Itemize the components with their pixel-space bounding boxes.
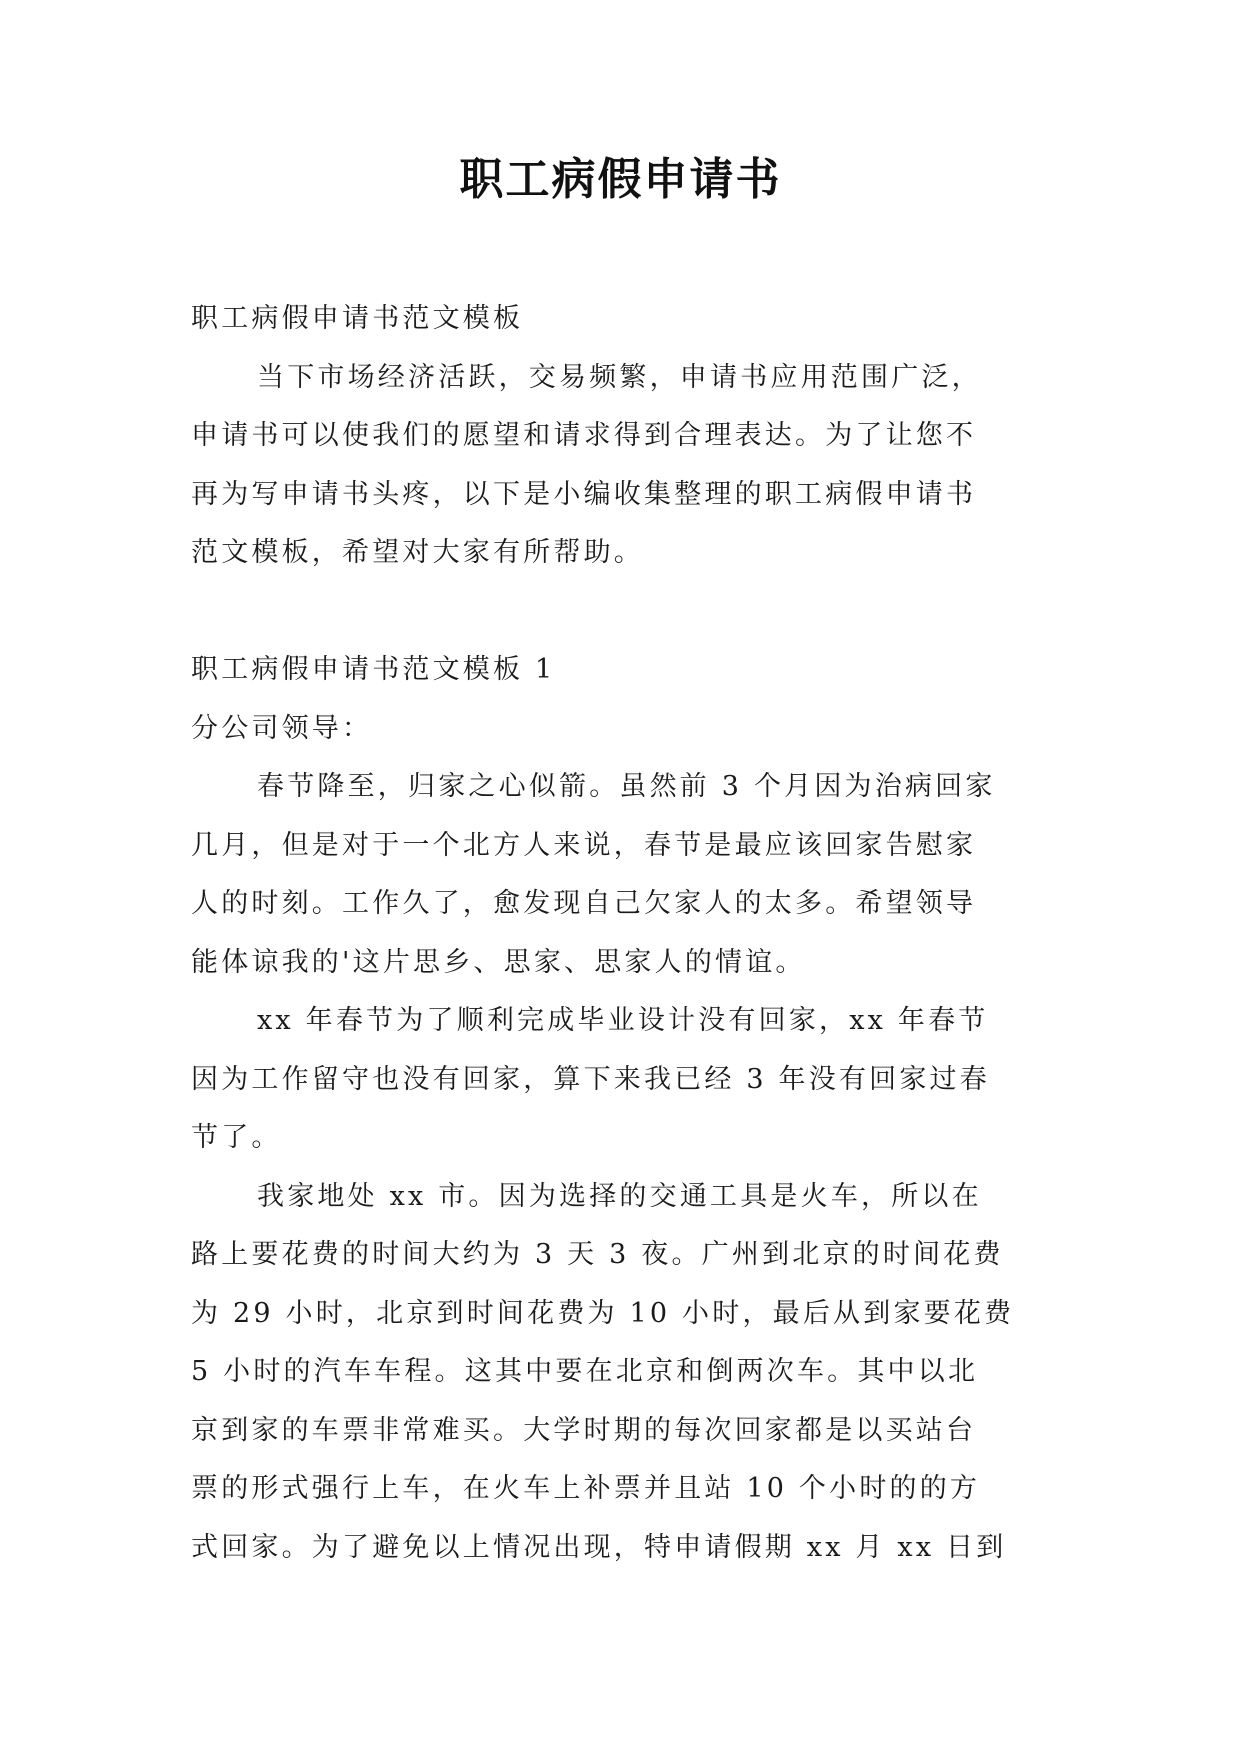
document-title: 职工病假申请书 <box>459 154 782 205</box>
paragraph-line: xx 年春节为了顺利完成毕业设计没有回家，xx 年春节 <box>257 1005 989 1036</box>
intro-line: 申请书可以使我们的愿望和请求得到合理表达。为了让您不 <box>191 420 977 451</box>
intro-line: 范文模板，希望对大家有所帮助。 <box>191 537 644 568</box>
body-paragraph-1 <box>191 758 1061 992</box>
document-body <box>191 290 1061 1577</box>
intro-line: 再为写申请书头疼，以下是小编收集整理的职工病假申请书 <box>191 478 977 510</box>
salutation: 分公司领导： <box>191 712 373 744</box>
paragraph-line: 票的形式强行上车，在火车上补票并且站 10 个小时的的方 <box>191 1473 981 1504</box>
paragraph-line: 节了。 <box>191 1122 282 1153</box>
document-subtitle: 职工病假申请书范文模板 <box>191 303 524 334</box>
paragraph-line: 春节降至，归家之心似箭。虽然前 3 个月因为治病回家 <box>257 771 996 802</box>
paragraph-line: 几月，但是对于一个北方人来说，春节是最应该回家告慰家 <box>191 829 977 861</box>
paragraph-line: 为 29 小时，北京到时间花费为 10 小时，最后从到家要花费 <box>191 1297 1015 1329</box>
paragraph-spacer <box>191 583 1061 642</box>
paragraph-line: 人的时刻。工作久了，愈发现自己欠家人的太多。希望领导 <box>191 888 977 919</box>
paragraph-line: 5 小时的汽车车程。这其中要在北京和倒两次车。其中以北 <box>191 1356 979 1387</box>
paragraph-line: 式回家。为了避免以上情况出现，特申请假期 xx 月 xx 日到 <box>191 1531 1007 1563</box>
paragraph-line: 能体谅我的'这片思乡、思家、思家人的情谊。 <box>191 946 806 978</box>
paragraph-line: 京到家的车票非常难买。大学时期的每次回家都是以买站台 <box>191 1414 977 1446</box>
paragraph-line: 因为工作留守也没有回家，算下来我已经 3 年没有回家过春 <box>191 1063 990 1095</box>
body-paragraph-3 <box>191 1168 1061 1578</box>
paragraph-line: 我家地处 xx 市。因为选择的交通工具是火车，所以在 <box>257 1180 982 1212</box>
paragraph-line: 路上要花费的时间大约为 3 天 3 夜。广州到北京的时间花费 <box>191 1239 1004 1270</box>
body-paragraph-2 <box>191 992 1061 1168</box>
intro-paragraph <box>191 349 1061 583</box>
section-heading: 职工病假申请书范文模板 1 <box>191 654 556 685</box>
intro-line: 当下市场经济活跃，交易频繁，申请书应用范围广泛， <box>257 361 982 393</box>
